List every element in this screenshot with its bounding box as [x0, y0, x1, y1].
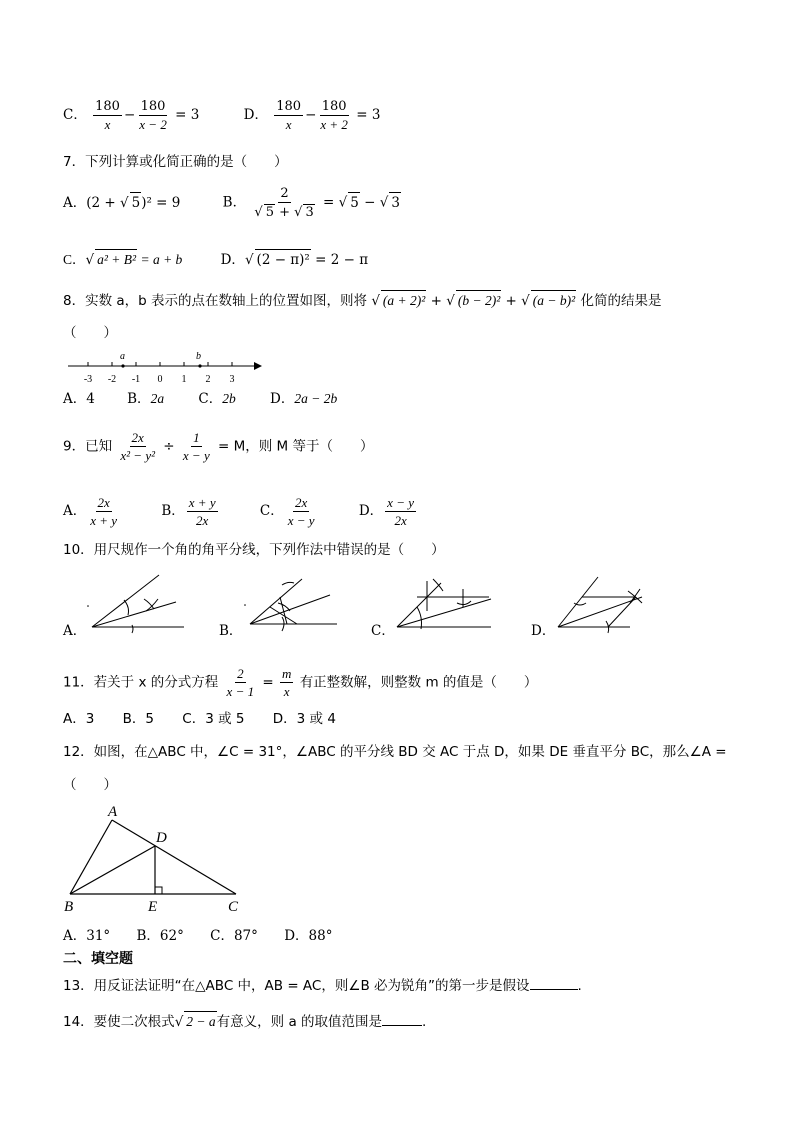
- q11-option-b: B．5: [122, 711, 154, 727]
- fraction: $\frac{2x}{x + y}$: [90, 495, 118, 528]
- q10-stem: 10．用尺规作一个角的角平分线，下列作法中错误的是（ ）: [63, 542, 445, 558]
- q7-options-cd: [63, 249, 368, 270]
- axis-tick-label: 3: [229, 374, 235, 385]
- point-b-marker: [198, 364, 201, 367]
- q7-option-a: A．(2 + √ 5)² = 9: [63, 192, 180, 213]
- q7-option-d: D．√ (2 − π)² = 2 − π: [221, 249, 369, 270]
- q8-option-d: D．2a − 2b: [270, 391, 338, 407]
- fraction: $\frac{m}{x}$: [282, 666, 292, 699]
- q10-label-b: B．: [219, 623, 243, 639]
- q8-options: [63, 389, 337, 409]
- construction-figure-a: [84, 567, 194, 637]
- q9-option-b: B． $\frac{x + y}{2x}$: [161, 495, 216, 528]
- q9-options: [63, 495, 418, 528]
- q9-option-c: C． $\frac{2x}{x - y}$: [259, 495, 315, 528]
- q7-option-c: C．√ a² + B² = a + b: [63, 249, 182, 270]
- q14-text: 14．要使二次根式√ 2 − a有意义，则 a 的取值范围是 .: [63, 1011, 426, 1032]
- q9-stem: 9．已知 $\frac{2x}{\text{x² − y²}}$ ÷ $\frac{1}{x - y}$ = M，则 M 等于（ ）: [63, 430, 374, 463]
- vertex-a-label: A: [108, 804, 118, 820]
- q12-options: [63, 926, 332, 946]
- q6-options: [63, 99, 380, 132]
- number-line: [68, 352, 268, 388]
- fraction: $\frac{x - y}{2x}$: [387, 495, 414, 528]
- point-a-label: a: [120, 351, 125, 362]
- fraction: $\frac{2}{x - 1}$: [226, 666, 255, 699]
- side-ac: [112, 820, 236, 894]
- q11-option-a: A．3: [63, 711, 95, 727]
- q9-option-d: D． $\frac{x - y}{2x}$: [358, 495, 414, 528]
- q11-stem: 11．若关于 x 的分式方程 $\frac{2}{x - 1}$ = $\frac{m}{x}$ 有正整数解，则整数 m 的值是（ ）: [63, 666, 538, 699]
- q12-paren: （ ）: [63, 777, 117, 793]
- q6-option-c: C． $\frac{180}{x}$ − $\frac{180}{x - 2}$ = 3: [63, 99, 200, 132]
- answer-blank[interactable]: [382, 1025, 422, 1026]
- axis-tick-label: 2: [205, 374, 211, 385]
- point-d-label: D: [156, 830, 167, 846]
- fraction: $\frac{1}{x - y}$: [182, 430, 210, 463]
- q9-option-a: A． $\frac{2x}{x + y}$: [63, 495, 118, 528]
- q10-label-c: C．: [371, 623, 395, 639]
- construction-figure-d: [552, 567, 652, 637]
- q7-stem: 7．下列计算或化简正确的是（ ）: [63, 154, 288, 170]
- fraction: $\frac{180}{x + 2}$: [320, 99, 348, 132]
- point-e-label: E: [148, 899, 158, 915]
- q7-option-b: B． $\frac{2}{√ 5 + √ 3}$ = √ 5 − √ 3: [222, 186, 400, 220]
- fraction: $\frac{x + y}{2x}$: [188, 495, 216, 528]
- q11-option-d: D．3 或 4: [272, 711, 336, 727]
- axis-tick-label: -3: [83, 374, 93, 385]
- triangle-figure: [60, 800, 260, 915]
- axis-tick-label: 1: [181, 374, 187, 385]
- q8-option-c: C．2b: [198, 391, 236, 407]
- fraction: $\frac{2}{√ 5 + √ 3}$: [254, 186, 314, 220]
- q10-label-a: A．: [63, 623, 87, 639]
- axis-tick-label: -2: [107, 374, 117, 385]
- vertex-b-label: B: [64, 899, 74, 915]
- section-heading: 二、填空题: [63, 951, 133, 967]
- construction-figure-c: [393, 567, 503, 637]
- axis-tick-label: 0: [157, 374, 163, 385]
- q11-option-c: C．3 或 5: [182, 711, 245, 727]
- q12-option-d: D．88°: [284, 928, 333, 944]
- q12-stem: 12．如图，在△ABC 中，∠C = 31°，∠ABC 的平分线 BD 交 AC 于点 D，如果 DE 垂直平分 BC，那么∠A =: [63, 744, 727, 760]
- right-angle-mark: [155, 887, 162, 894]
- answer-blank[interactable]: [530, 989, 578, 990]
- q8-stem: 8．实数 a，b 表示的点在数轴上的位置如图，则将 √ (a + 2)² + √ (b − 2)² + √ (a − b)² 化简的结果是: [63, 290, 661, 311]
- axis-tick-label: -1: [131, 374, 141, 385]
- q12-option-c: C．87°: [210, 928, 258, 944]
- q13-text: 13．用反证法证明“在△ABC 中，AB = AC，则∠B 必为锐角”的第一步是假设 .: [63, 978, 582, 994]
- fraction: $\frac{180}{x - 2}$: [139, 99, 167, 132]
- q6-option-d: D． $\frac{180}{x}$ − $\frac{180}{x + 2}$ = 3: [243, 99, 381, 132]
- point-a-marker: [121, 364, 124, 367]
- point-b-label: b: [196, 351, 201, 362]
- fraction: $\frac{180}{x}$: [276, 99, 302, 132]
- construction-figure-b: [242, 567, 342, 637]
- q8-option-a: A．4: [63, 391, 95, 407]
- q10-label-d: D．: [531, 623, 556, 639]
- fraction: $\frac{2x}{x - y}$: [287, 495, 315, 528]
- side-ab: [70, 820, 112, 894]
- fraction: $\frac{2x}{\text{x² − y²}}$: [120, 430, 155, 463]
- fraction: $\frac{180}{x}$: [95, 99, 120, 132]
- q8-paren: （ ）: [63, 325, 117, 341]
- q8-option-b: B．2a: [127, 391, 165, 407]
- q12-option-a: A．31°: [63, 928, 111, 944]
- segment-bd: [70, 846, 155, 894]
- q11-options: [63, 709, 336, 729]
- q12-option-b: B．62°: [136, 928, 184, 944]
- q7-options-ab: [63, 186, 401, 220]
- vertex-c-label: C: [228, 899, 239, 915]
